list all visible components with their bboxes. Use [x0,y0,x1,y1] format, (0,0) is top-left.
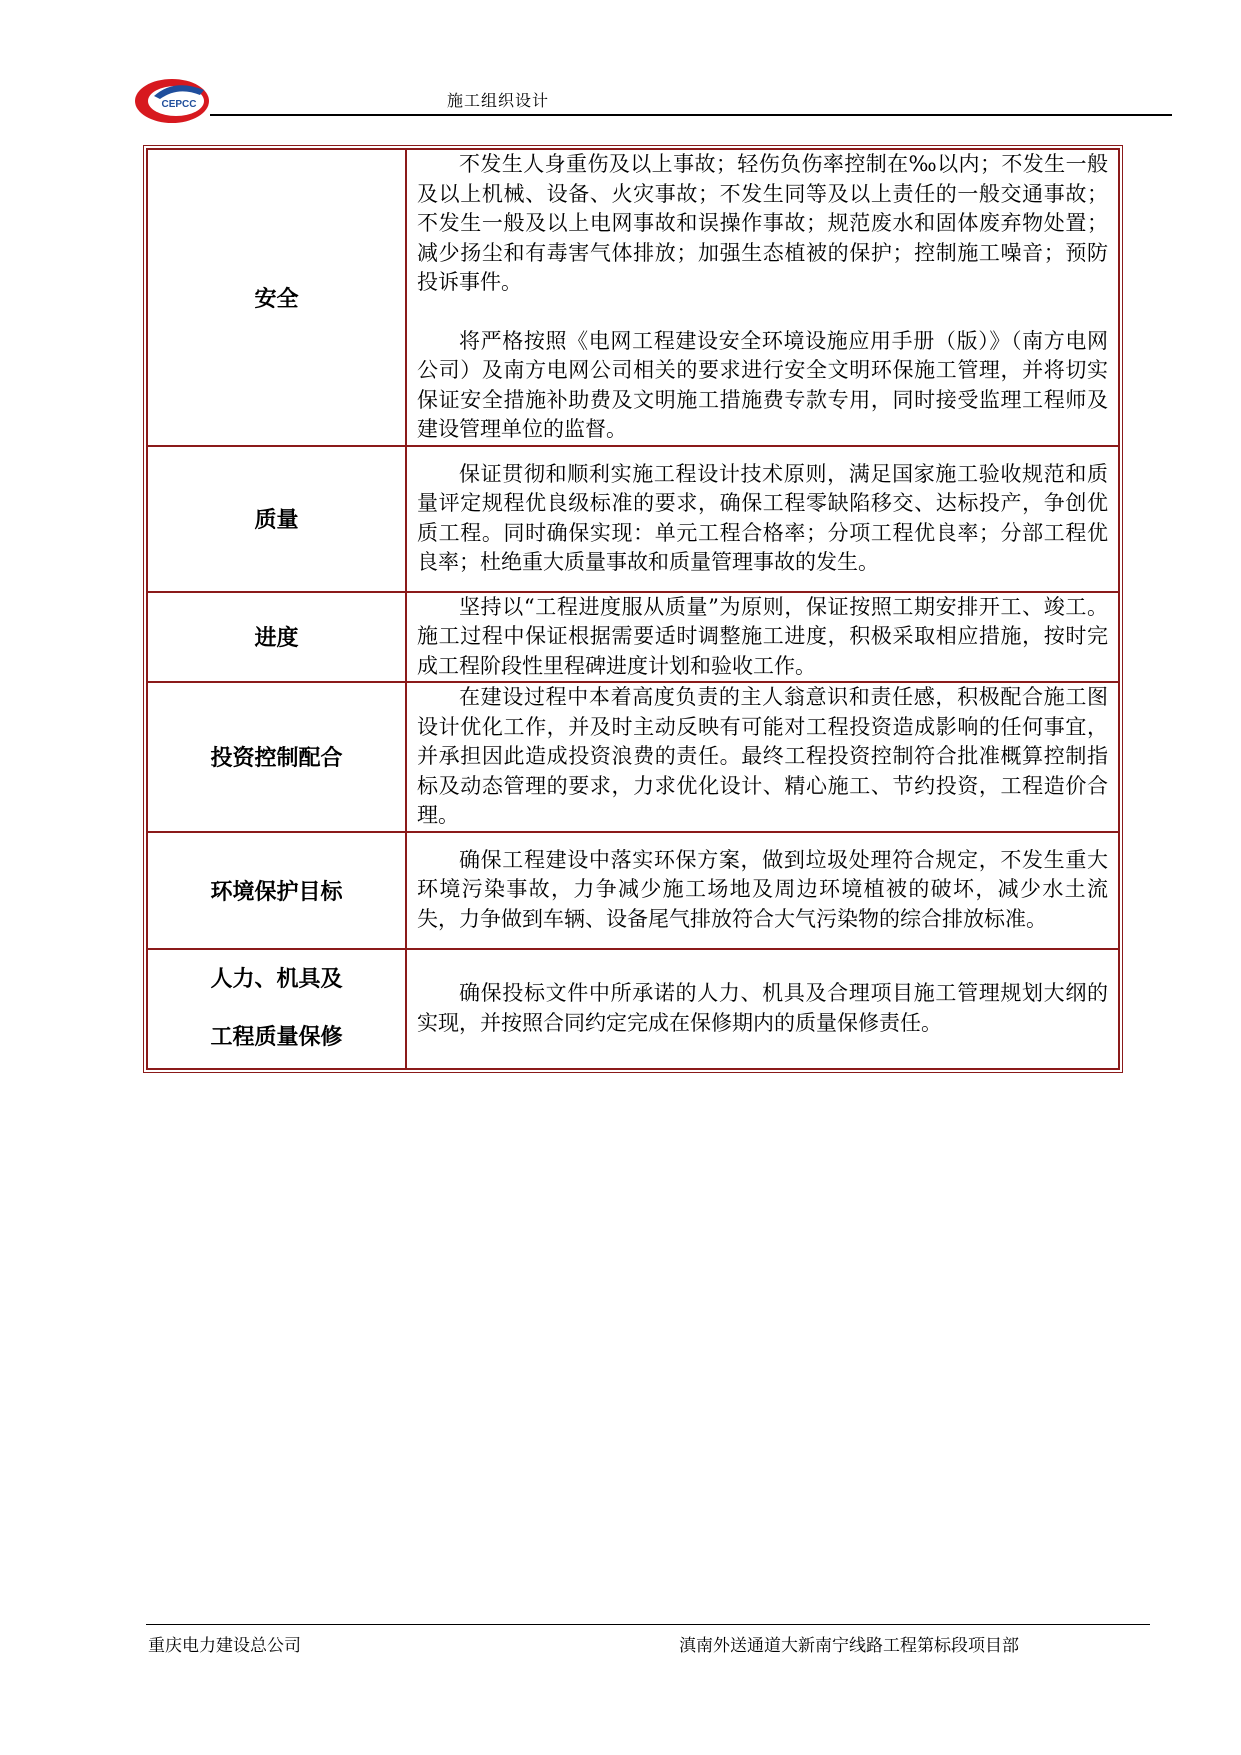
table-row-schedule [147,592,1119,683]
row-label: 安全 [147,149,406,446]
content-paragraph: 确保投标文件中所承诺的人力、机具及合理项目施工管理规划大纲的实现，并按照合同约定完成在保修期内的质量保修责任。 [417,981,1108,1035]
row-label: 质量 [147,446,406,592]
row-label: 进度 [147,592,406,683]
row-content [406,949,1119,1069]
row-label-line: 工程质量保修 [210,1024,343,1050]
table-row-environment [147,832,1119,949]
row-content [406,682,1119,832]
document-title: 施工组织设计 [447,91,550,110]
row-content [406,446,1119,592]
company-logo [134,76,210,124]
footer-company: 重庆电力建设总公司 [148,1636,301,1656]
footer-project: 滇南外送通道大新南宁线路工程第标段项目部 [679,1636,1019,1656]
table-row-investment [147,682,1119,832]
content-paragraph: 保证贯彻和顺利实施工程设计技术原则，满足国家施工验收规范和质量评定规程优良级标准的要求，确保工程零缺陷移交、达标投产，争创优质工程。同时确保实现：单元工程合格率；分项工程优良率；分部工程优良率；杜绝重大质量事故和质量管理事故的发生。 [417,461,1108,574]
content-paragraph: 将严格按照《电网工程建设安全环境设施应用手册（版）》（南方电网公司）及南方电网公司相关的要求进行安全文明环保施工管理，并将切实保证安全措施补助费及文明施工措施费专款专用，同时接受监理工程师及建设管理单位的监督。 [417,328,1108,441]
goals-table [146,148,1120,1070]
footer-divider [146,1624,1150,1625]
row-content [406,832,1119,949]
logo-text: CEPCC [161,99,197,110]
table-row-resources-warranty [147,949,1119,1069]
row-label: 环境保护目标 [147,832,406,949]
row-label: 投资控制配合 [147,682,406,832]
row-content [406,149,1119,446]
row-content [406,592,1119,683]
header-divider [210,114,1172,116]
content-paragraph: 不发生人身重伤及以上事故；轻伤负伤率控制在‰以内；不发生一般及以上机械、设备、火灾事故；不发生同等及以上责任的一般交通事故；不发生一般及以上电网事故和误操作事故；规范废水和固体废弃物处置；减少扬尘和有毒害气体排放；加强生态植被的保护；控制施工噪音；预防投诉事件。 [417,152,1108,294]
row-label-line: 人力、机具及 [210,966,343,992]
content-paragraph: 在建设过程中本着高度负责的主人翁意识和责任感，积极配合施工图设计优化工作，并及时主动反映有可能对工程投资造成影响的任何事宜，并承担因此造成投资浪费的责任。最终工程投资控制符合批准概算控制指标及动态管理的要求，力求优化设计、精心施工、节约投资，工程造价合理。 [417,685,1108,827]
content-paragraph: 确保工程建设中落实环保方案，做到垃圾处理符合规定，不发生重大环境污染事故，力争减少施工场地及周边环境植被的破坏，减少水土流失，力争做到车辆、设备尾气排放符合大气污染物的综合排放标准。 [417,847,1108,931]
row-label [147,949,406,1069]
content-paragraph: 坚持以“工程进度服从质量”为原则，保证按照工期安排开工、竣工。施工过程中保证根据需要适时调整施工进度，积极采取相应措施，按时完成工程阶段性里程碑进度计划和验收工作。 [417,594,1108,678]
table-row-safety [147,149,1119,446]
table-row-quality [147,446,1119,592]
page-header [0,0,1241,125]
